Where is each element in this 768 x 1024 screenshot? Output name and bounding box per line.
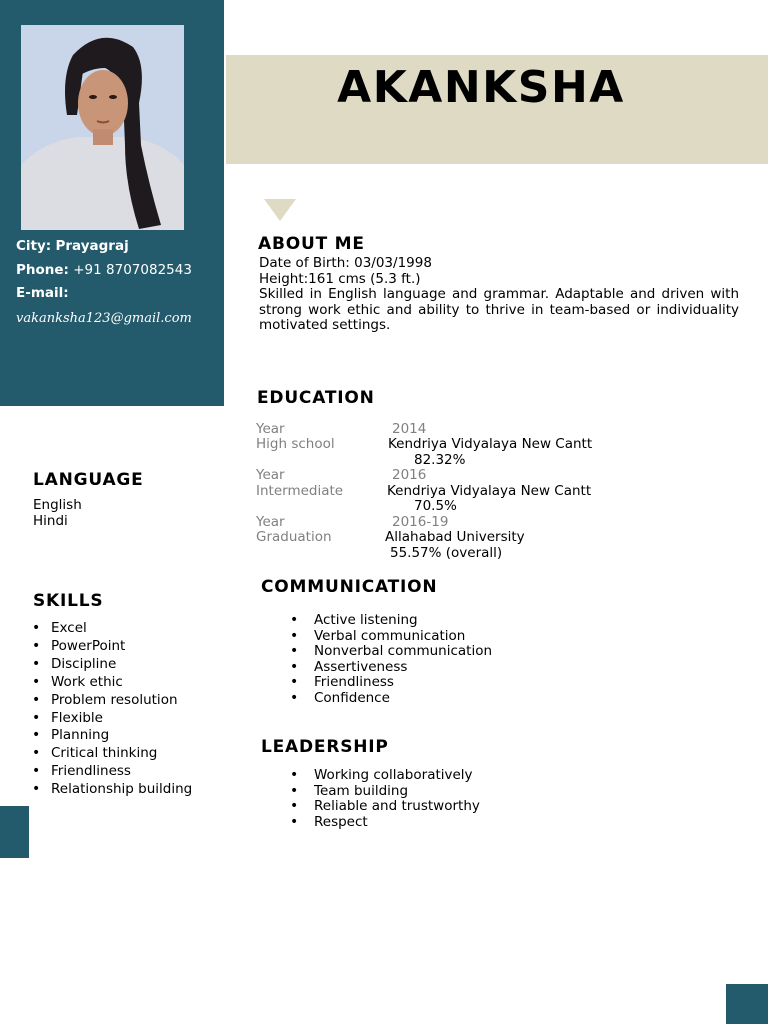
communication-item: • Nonverbal communication (290, 644, 492, 660)
about-section (259, 256, 739, 334)
skill-item: • Relationship building (32, 781, 192, 799)
triangle-decoration (264, 199, 296, 221)
skill-item: • Problem resolution (32, 692, 192, 710)
edu-level: High school (256, 436, 335, 452)
language-item: Hindi (33, 512, 68, 529)
leadership-item: • Reliable and trustworthy (290, 799, 480, 815)
corner-block-left (0, 806, 29, 858)
skill-item: • Excel (32, 620, 192, 638)
skill-item: • Planning (32, 727, 192, 745)
edu-score: 70.5% (414, 498, 457, 514)
edu-year: 2016 (392, 467, 427, 483)
communication-item: • Friendliness (290, 675, 492, 691)
edu-year-label: Year (256, 421, 285, 437)
communication-item: • Assertiveness (290, 660, 492, 676)
phone-value: +91 8707082543 (73, 262, 192, 278)
skill-item: • Flexible (32, 710, 192, 728)
edu-level: Graduation (256, 529, 332, 545)
edu-institution: Kendriya Vidyalaya New Cantt (388, 436, 593, 452)
profile-photo (21, 25, 184, 230)
language-list (33, 498, 82, 529)
communication-item: • Active listening (290, 613, 492, 629)
edu-year: 2014 (392, 421, 427, 437)
leadership-item: • Respect (290, 815, 480, 831)
language-heading: LANGUAGE (33, 470, 144, 490)
profile-photo-image (21, 25, 184, 230)
education-heading: EDUCATION (257, 388, 375, 408)
skill-item: • Work ethic (32, 674, 192, 692)
edu-level: Intermediate (256, 483, 344, 499)
leadership-list (290, 768, 480, 830)
candidate-name: AKANKSHA (337, 62, 625, 113)
skills-heading: SKILLS (33, 591, 104, 611)
contact-city (16, 238, 129, 254)
about-heading: ABOUT ME (258, 234, 365, 254)
email-value: vakanksha123@gmail.com (16, 311, 192, 326)
language-item: English (33, 497, 82, 513)
skill-item: • Discipline (32, 656, 192, 674)
email-label: E-mail: (16, 285, 69, 301)
leadership-heading: LEADERSHIP (261, 737, 389, 757)
edu-institution: Allahabad University (385, 529, 525, 545)
phone-label: Phone: (16, 262, 69, 278)
leadership-item: • Working collaboratively (290, 768, 480, 784)
leadership-item: • Team building (290, 784, 480, 800)
city-label: City: (16, 238, 52, 254)
communication-item: • Verbal communication (290, 629, 492, 645)
corner-block-right (726, 984, 768, 1024)
skills-list (32, 620, 192, 799)
edu-year-label: Year (256, 514, 285, 530)
city-value: Prayagraj (55, 238, 129, 254)
edu-score: 55.57% (overall) (390, 545, 503, 561)
skill-item: • PowerPoint (32, 638, 192, 656)
contact-email-label (16, 285, 69, 301)
height: Height:161 cms (5.3 ft.) (259, 270, 421, 287)
edu-year: 2016-19 (392, 514, 449, 530)
edu-year-label: Year (256, 467, 285, 483)
communication-heading: COMMUNICATION (261, 577, 438, 597)
date-of-birth: Date of Birth: 03/03/1998 (259, 255, 432, 271)
contact-phone (16, 262, 192, 278)
skill-item: • Critical thinking (32, 745, 192, 763)
edu-score: 82.32% (414, 452, 466, 468)
communication-list (290, 613, 492, 706)
edu-institution: Kendriya Vidyalaya New Cantt (387, 483, 592, 499)
skill-item: • Friendliness (32, 763, 192, 781)
about-summary: Skilled in English language and grammar. Adaptable and driven with strong work ethic and ability to thrive in team-based or individuality motivated settings. (259, 286, 739, 333)
communication-item: • Confidence (290, 691, 492, 707)
